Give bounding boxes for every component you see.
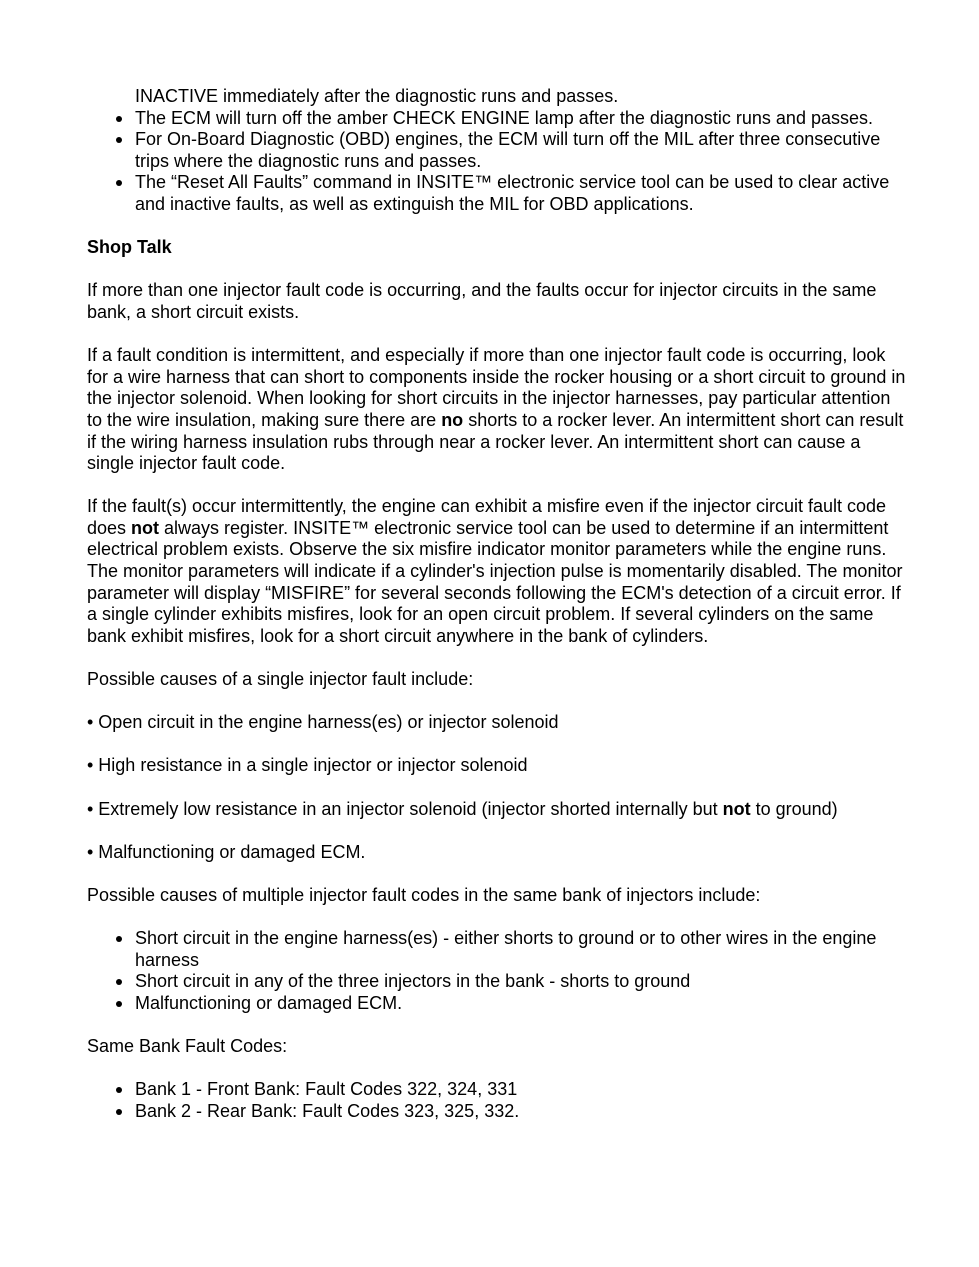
bullet-dot-icon xyxy=(116,116,122,122)
shop-talk-heading: Shop Talk xyxy=(87,237,172,258)
shop-talk-paragraph-3: If the fault(s) occur intermittently, the engine can exhibit a misfire even if the injector circuit fault code does not always register. INSITE™ electronic service tool can be used to determine if an intermittent electrical problem exists. Observe the six misfire indicator monitor parameters while the engine runs. The monitor parameters will indicate if a cylinder's injection pulse is momentarily disabled. The monitor parameter will display “MISFIRE” for several seconds following the ECM's detection of a circuit error. If a single cylinder exhibits misfires, look for an open circuit problem. If several cylinders on the same bank exhibit misfires, look for a short circuit anywhere in the bank of cylinders. xyxy=(87,496,903,646)
bullet-dot-icon xyxy=(116,1087,122,1093)
list-item: Bank 2 - Rear Bank: Fault Codes 323, 325, 332. xyxy=(87,1101,907,1123)
document-page xyxy=(87,86,907,1123)
continuation-text: INACTIVE immediately after the diagnostic runs and passes. xyxy=(135,86,619,106)
single-cause-item: • Malfunctioning or damaged ECM. xyxy=(87,841,366,862)
list-item: The “Reset All Faults” command in INSITE™ electronic service tool can be used to clear active and inactive faults, as well as extinguish the MIL for OBD applications. xyxy=(87,172,907,215)
bullet-dot-icon xyxy=(116,1109,122,1115)
top-bullet-list xyxy=(87,86,907,216)
bullet-dot-icon xyxy=(116,979,122,985)
bullet-dot-icon xyxy=(116,137,122,143)
list-item: Malfunctioning or damaged ECM. xyxy=(87,993,907,1015)
list-item: Short circuit in any of the three injectors in the bank - shorts to ground xyxy=(87,971,907,993)
list-item: For On-Board Diagnostic (OBD) engines, the ECM will turn off the MIL after three consecutive trips where the diagnostic runs and passes. xyxy=(87,129,907,172)
list-item xyxy=(87,86,907,108)
shop-talk-paragraph-2: If a fault condition is intermittent, and especially if more than one injector fault code is occurring, look for a wire harness that can short to components inside the rocker housing or a short circuit to ground in the injector solenoid. When looking for short circuits in the injector harnesses, pay particular attention to the wire insulation, making sure there are no shorts to a rocker lever. An intermittent short can result if the wiring harness insulation rubs through near a rocker lever. An intermittent short can cause a single injector fault code. xyxy=(87,345,906,474)
same-bank-list xyxy=(87,1079,907,1122)
multiple-causes-intro: Possible causes of multiple injector fault codes in the same bank of injectors include: xyxy=(87,884,761,905)
single-cause-item: • Extremely low resistance in an injector solenoid (injector shorted internally but not to ground) xyxy=(87,798,838,819)
bullet-dot-icon xyxy=(116,180,122,186)
list-item: Bank 1 - Front Bank: Fault Codes 322, 324, 331 xyxy=(87,1079,907,1101)
shop-talk-paragraph-1: If more than one injector fault code is occurring, and the faults occur for injector circuits in the same bank, a short circuit exists. xyxy=(87,280,877,322)
single-cause-item: • High resistance in a single injector or injector solenoid xyxy=(87,755,528,776)
bullet-dot-icon xyxy=(116,1001,122,1007)
single-cause-item: • Open circuit in the engine harness(es) or injector solenoid xyxy=(87,712,559,733)
single-causes-intro: Possible causes of a single injector fault include: xyxy=(87,669,474,690)
list-item: Short circuit in the engine harness(es) - either shorts to ground or to other wires in the engine harness xyxy=(87,928,907,971)
list-item: The ECM will turn off the amber CHECK ENGINE lamp after the diagnostic runs and passes. xyxy=(87,108,907,130)
multiple-causes-list xyxy=(87,928,907,1014)
bullet-dot-icon xyxy=(116,936,122,942)
same-bank-intro: Same Bank Fault Codes: xyxy=(87,1036,288,1057)
